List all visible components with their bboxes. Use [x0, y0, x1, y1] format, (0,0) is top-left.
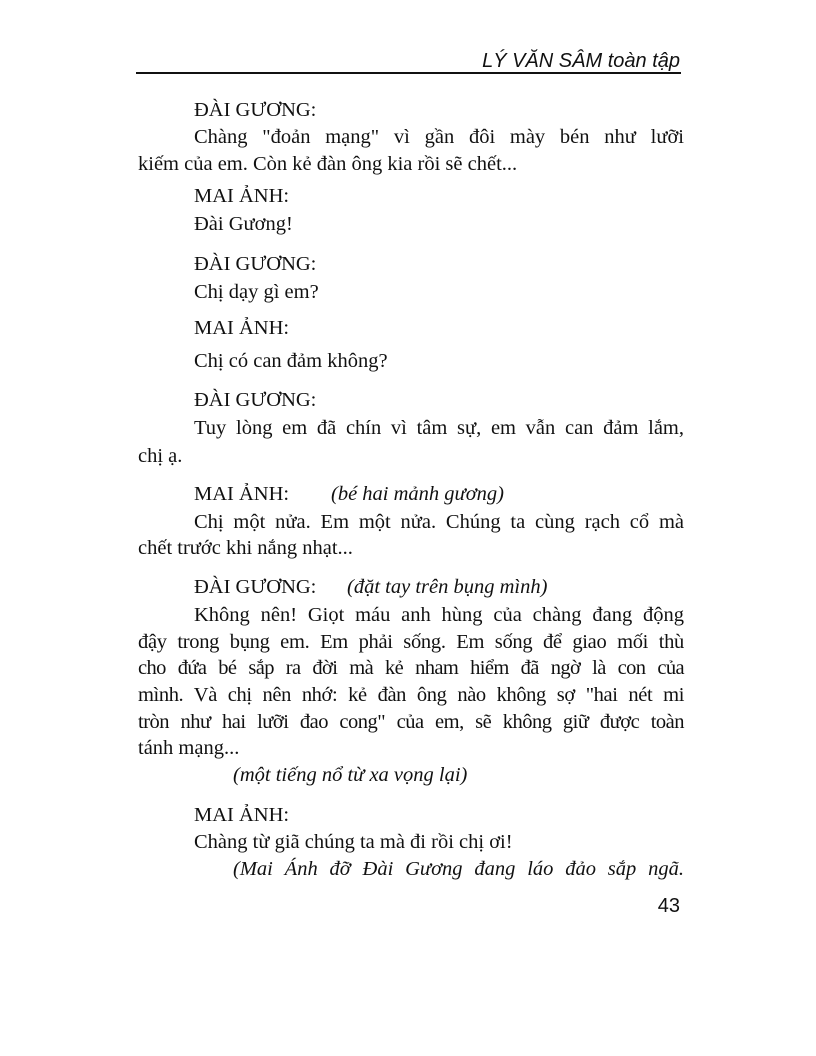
- dialogue-line: Tuy lòng em đã chín vì tâm sự, em vẫn can đảm lắm,: [194, 417, 684, 439]
- dialogue-line: Chị một nửa. Em một nửa. Chúng ta cùng rạch cổ mà: [194, 511, 684, 533]
- speaker-label: ĐÀI GƯƠNG:: [194, 99, 317, 121]
- dialogue-line: Chàng từ giã chúng ta mà đi rồi chị ơi!: [194, 831, 513, 853]
- dialogue-line: Chàng "đoản mạng" vì gần đôi mày bén như lưỡi: [194, 126, 684, 148]
- speaker-label: ĐÀI GƯƠNG:: [194, 389, 317, 411]
- dialogue-line: Không nên! Giọt máu anh hùng của chàng đang động: [194, 604, 684, 626]
- dialogue-line: Chị dạy gì em?: [194, 281, 319, 303]
- dialogue-line: tánh mạng...: [138, 737, 240, 759]
- speaker-label: MAI ẢNH:: [194, 483, 290, 505]
- dialogue-line: kiếm của em. Còn kẻ đàn ông kia rồi sẽ chết...: [138, 153, 518, 175]
- dialogue-line: cho đứa bé sắp ra đời mà kẻ nham hiểm đã ngờ là con của: [138, 657, 684, 679]
- dialogue-line: Chị có can đảm không?: [194, 350, 388, 372]
- dialogue-line: Đài Gương!: [194, 213, 293, 235]
- speaker-label: MAI ẢNH:: [194, 804, 290, 826]
- speaker-label: ĐÀI GƯƠNG:: [194, 253, 317, 275]
- stage-direction: (Mai Ánh đỡ Đài Gương đang láo đảo sắp ngã.: [233, 858, 684, 880]
- stage-direction: (một tiếng nổ từ xa vọng lại): [233, 764, 468, 786]
- running-header: LÝ VĂN SÂM toàn tập: [482, 50, 680, 72]
- speaker-label: ĐÀI GƯƠNG:: [194, 576, 317, 598]
- dialogue-line: mình. Và chị nên nhớ: kẻ đàn ông nào không sợ "hai nét mi: [138, 684, 684, 706]
- stage-direction: (đặt tay trên bụng mình): [347, 576, 548, 598]
- page-number: 43: [657, 895, 680, 917]
- speaker-label: MAI ẢNH:: [194, 185, 290, 207]
- dialogue-line: chết trước khi nắng nhạt...: [138, 537, 353, 559]
- stage-direction: (bé hai mảnh gương): [331, 483, 504, 505]
- dialogue-line: tròn như hai lưỡi đao cong" của em, sẽ không giữ được toàn: [138, 711, 684, 733]
- dialogue-line: đậy trong bụng em. Em phải sống. Em sống để giao mối thù: [138, 631, 684, 653]
- header-rule: [136, 72, 681, 74]
- speaker-label: MAI ẢNH:: [194, 317, 290, 339]
- dialogue-line: chị ạ.: [138, 445, 183, 467]
